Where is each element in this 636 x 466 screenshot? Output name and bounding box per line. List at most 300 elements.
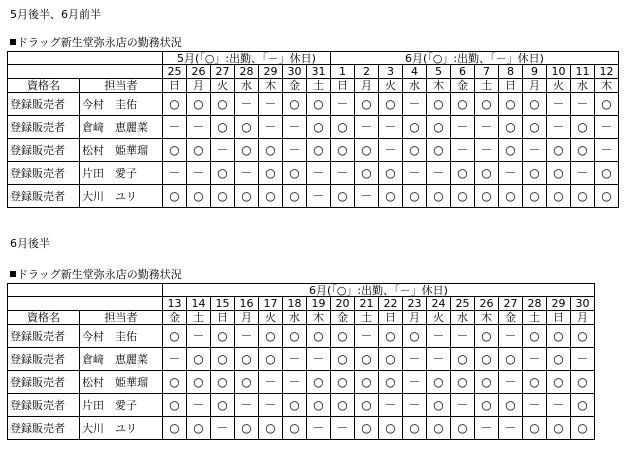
attendance-mark: ○ — [475, 93, 499, 116]
date-header: 6 — [451, 65, 475, 79]
attendance-mark: － — [547, 116, 571, 139]
staff-name-cell: 松村 姫華瑠 — [80, 371, 163, 394]
role-cell: 登録販売者 — [8, 417, 80, 440]
attendance-mark: ○ — [163, 185, 187, 208]
attendance-mark: ○ — [235, 417, 259, 440]
attendance-mark: ○ — [571, 185, 595, 208]
attendance-mark: ○ — [379, 348, 403, 371]
attendance-mark: ○ — [211, 185, 235, 208]
staff-name-cell: 松村 姫華瑠 — [80, 139, 163, 162]
date-header: 27 — [211, 65, 235, 79]
weekday-header: 水 — [451, 311, 475, 325]
attendance-mark: － — [283, 348, 307, 371]
shift-table-1 — [7, 51, 619, 208]
date-header: 15 — [211, 297, 235, 311]
attendance-mark: ○ — [163, 139, 187, 162]
date-header: 16 — [235, 297, 259, 311]
weekday-header: 土 — [187, 311, 211, 325]
date-header: 25 — [451, 297, 475, 311]
attendance-mark: ○ — [163, 93, 187, 116]
attendance-mark: ○ — [283, 417, 307, 440]
attendance-mark: ○ — [331, 139, 355, 162]
attendance-mark: ○ — [379, 371, 403, 394]
date-header: 17 — [259, 297, 283, 311]
attendance-mark: ○ — [571, 116, 595, 139]
date-header: 30 — [283, 65, 307, 79]
attendance-mark: ○ — [235, 139, 259, 162]
header-blank — [8, 297, 163, 311]
attendance-mark: － — [211, 417, 235, 440]
date-header: 9 — [523, 65, 547, 79]
attendance-mark: ○ — [259, 185, 283, 208]
attendance-mark: ○ — [547, 348, 571, 371]
attendance-mark: ○ — [283, 185, 307, 208]
attendance-mark: ○ — [211, 394, 235, 417]
attendance-mark: － — [475, 116, 499, 139]
attendance-mark: ○ — [331, 371, 355, 394]
attendance-mark: － — [283, 139, 307, 162]
attendance-mark: － — [355, 185, 379, 208]
weekday-header: 月 — [187, 79, 211, 93]
weekday-header: 日 — [499, 79, 523, 93]
attendance-mark: － — [163, 116, 187, 139]
weekday-header: 水 — [283, 311, 307, 325]
attendance-mark: － — [235, 162, 259, 185]
table-row — [8, 185, 619, 208]
attendance-mark: ○ — [163, 417, 187, 440]
attendance-mark: － — [259, 93, 283, 116]
attendance-mark: － — [355, 325, 379, 348]
staff-name-cell: 大川 ユリ — [80, 185, 163, 208]
attendance-mark: ○ — [379, 417, 403, 440]
attendance-mark: － — [331, 93, 355, 116]
attendance-mark: ○ — [355, 162, 379, 185]
attendance-mark: － — [379, 394, 403, 417]
attendance-mark: ○ — [523, 371, 547, 394]
attendance-mark: ○ — [259, 139, 283, 162]
attendance-mark: ○ — [451, 93, 475, 116]
attendance-mark: ○ — [571, 325, 595, 348]
attendance-mark: ○ — [595, 162, 619, 185]
attendance-mark: － — [403, 348, 427, 371]
table-row — [8, 139, 619, 162]
attendance-mark: ○ — [259, 162, 283, 185]
attendance-mark: ○ — [379, 93, 403, 116]
header-blank — [8, 65, 163, 79]
role-cell: 登録販売者 — [8, 93, 80, 116]
attendance-mark: － — [187, 162, 211, 185]
weekday-header: 金 — [451, 79, 475, 93]
staff-name-cell: 片田 愛子 — [80, 394, 163, 417]
attendance-mark: ○ — [427, 185, 451, 208]
attendance-mark: ○ — [163, 325, 187, 348]
attendance-mark: ○ — [379, 162, 403, 185]
table-row — [8, 394, 595, 417]
weekday-header: 土 — [307, 79, 331, 93]
attendance-mark: － — [307, 185, 331, 208]
weekday-header: 土 — [523, 311, 547, 325]
attendance-mark: ○ — [547, 185, 571, 208]
attendance-mark: － — [235, 93, 259, 116]
weekday-header: 火 — [211, 79, 235, 93]
attendance-mark: ○ — [187, 93, 211, 116]
attendance-mark: ○ — [523, 162, 547, 185]
attendance-mark: － — [523, 139, 547, 162]
date-header: 2 — [355, 65, 379, 79]
attendance-mark: ○ — [211, 371, 235, 394]
weekday-header: 木 — [259, 79, 283, 93]
weekday-header: 金 — [499, 311, 523, 325]
attendance-mark: ○ — [235, 116, 259, 139]
attendance-mark: ○ — [403, 139, 427, 162]
attendance-mark: － — [355, 116, 379, 139]
date-header: 4 — [403, 65, 427, 79]
attendance-mark: ○ — [547, 371, 571, 394]
header-blank — [8, 284, 163, 297]
attendance-mark: ○ — [547, 325, 571, 348]
attendance-mark: ○ — [307, 116, 331, 139]
attendance-mark: － — [307, 417, 331, 440]
attendance-mark: ○ — [451, 162, 475, 185]
attendance-mark: ○ — [283, 93, 307, 116]
attendance-mark: ○ — [187, 139, 211, 162]
role-cell: 登録販売者 — [8, 371, 80, 394]
attendance-mark: ○ — [451, 185, 475, 208]
attendance-mark: ○ — [475, 348, 499, 371]
role-cell: 登録販売者 — [8, 116, 80, 139]
weekday-header: 火 — [379, 79, 403, 93]
date-header: 20 — [331, 297, 355, 311]
attendance-mark: － — [403, 162, 427, 185]
table-row — [8, 371, 595, 394]
staff-name-cell: 倉﨑 恵麗菜 — [80, 116, 163, 139]
date-header: 1 — [331, 65, 355, 79]
role-cell: 登録販売者 — [8, 325, 80, 348]
weekday-header: 月 — [403, 311, 427, 325]
bullet-square-icon — [10, 39, 16, 45]
attendance-mark: ○ — [331, 116, 355, 139]
attendance-mark: ○ — [235, 371, 259, 394]
staff-name-cell: 片田 愛子 — [80, 162, 163, 185]
attendance-mark: － — [595, 116, 619, 139]
attendance-mark: ○ — [427, 139, 451, 162]
date-header: 21 — [355, 297, 379, 311]
attendance-mark: － — [571, 348, 595, 371]
attendance-mark: － — [499, 371, 523, 394]
table-row — [8, 325, 595, 348]
attendance-mark: ○ — [403, 116, 427, 139]
attendance-mark: － — [283, 371, 307, 394]
role-cell: 登録販売者 — [8, 185, 80, 208]
attendance-mark: － — [547, 93, 571, 116]
month-header: 6月(「○」:出勤、「－」休日) — [163, 284, 595, 297]
attendance-mark: ○ — [187, 371, 211, 394]
attendance-mark: － — [187, 394, 211, 417]
date-header: 8 — [499, 65, 523, 79]
attendance-mark: ○ — [355, 348, 379, 371]
attendance-mark: － — [571, 93, 595, 116]
weekday-header: 水 — [235, 79, 259, 93]
weekday-header: 土 — [475, 79, 499, 93]
attendance-mark: ○ — [163, 394, 187, 417]
role-cell: 登録販売者 — [8, 348, 80, 371]
role-column-header: 資格名 — [8, 311, 80, 325]
weekday-header: 日 — [547, 311, 571, 325]
table-row — [8, 116, 619, 139]
attendance-mark: ○ — [307, 371, 331, 394]
attendance-mark: － — [547, 394, 571, 417]
attendance-mark: ○ — [451, 371, 475, 394]
attendance-mark: － — [571, 162, 595, 185]
staff-name-cell: 今村 圭佑 — [80, 93, 163, 116]
staff-name-cell: 大川 ユリ — [80, 417, 163, 440]
section-heading-2: 6月後半 — [10, 237, 50, 250]
date-header: 25 — [163, 65, 187, 79]
attendance-mark: ○ — [595, 185, 619, 208]
attendance-mark: － — [187, 325, 211, 348]
attendance-mark: － — [163, 348, 187, 371]
date-header: 29 — [547, 297, 571, 311]
attendance-mark: － — [499, 417, 523, 440]
attendance-mark: ○ — [187, 348, 211, 371]
attendance-mark: ○ — [379, 185, 403, 208]
attendance-mark: ○ — [499, 116, 523, 139]
attendance-mark: ○ — [523, 185, 547, 208]
attendance-mark: ○ — [403, 417, 427, 440]
staff-column-header: 担当者 — [80, 79, 163, 93]
section-heading-1: 5月後半、6月前半 — [10, 8, 101, 21]
date-header: 26 — [187, 65, 211, 79]
attendance-mark: － — [259, 371, 283, 394]
date-header: 28 — [235, 65, 259, 79]
attendance-mark: ○ — [355, 394, 379, 417]
attendance-mark: － — [379, 116, 403, 139]
weekday-header: 火 — [259, 311, 283, 325]
date-header: 14 — [187, 297, 211, 311]
attendance-mark: － — [235, 325, 259, 348]
weekday-header: 木 — [595, 79, 619, 93]
attendance-mark: ○ — [571, 139, 595, 162]
attendance-mark: － — [427, 325, 451, 348]
attendance-mark: － — [451, 116, 475, 139]
table-title-1 — [10, 36, 182, 49]
attendance-mark: ○ — [427, 371, 451, 394]
attendance-mark: ○ — [235, 348, 259, 371]
date-header: 5 — [427, 65, 451, 79]
date-header: 12 — [595, 65, 619, 79]
weekday-header: 金 — [331, 311, 355, 325]
weekday-header: 日 — [211, 311, 235, 325]
attendance-mark: － — [307, 348, 331, 371]
attendance-mark: － — [259, 116, 283, 139]
attendance-mark: ○ — [211, 162, 235, 185]
attendance-mark: ○ — [475, 394, 499, 417]
attendance-mark: ○ — [427, 394, 451, 417]
attendance-mark: ○ — [499, 348, 523, 371]
attendance-mark: ○ — [211, 325, 235, 348]
attendance-mark: ○ — [451, 348, 475, 371]
bullet-square-icon — [10, 271, 16, 277]
weekday-header: 日 — [163, 79, 187, 93]
attendance-mark: ○ — [523, 325, 547, 348]
weekday-header: 木 — [475, 311, 499, 325]
attendance-mark: ○ — [475, 325, 499, 348]
attendance-mark: － — [403, 394, 427, 417]
attendance-mark: ○ — [499, 139, 523, 162]
attendance-mark: ○ — [355, 371, 379, 394]
attendance-mark: ○ — [571, 394, 595, 417]
attendance-mark: ○ — [211, 116, 235, 139]
attendance-mark: － — [163, 162, 187, 185]
weekday-header: 木 — [307, 311, 331, 325]
attendance-mark: ○ — [379, 325, 403, 348]
attendance-mark: ○ — [307, 325, 331, 348]
attendance-mark: ○ — [403, 325, 427, 348]
attendance-mark: ○ — [523, 417, 547, 440]
attendance-mark: ○ — [595, 93, 619, 116]
attendance-mark: ○ — [187, 185, 211, 208]
date-header: 24 — [427, 297, 451, 311]
attendance-mark: － — [523, 348, 547, 371]
weekday-header: 土 — [355, 311, 379, 325]
attendance-mark: ○ — [547, 139, 571, 162]
weekday-header: 水 — [403, 79, 427, 93]
weekday-header: 火 — [427, 311, 451, 325]
attendance-mark: ○ — [187, 417, 211, 440]
attendance-mark: ○ — [163, 371, 187, 394]
weekday-header: 日 — [331, 79, 355, 93]
attendance-mark: ○ — [307, 394, 331, 417]
attendance-mark: ○ — [571, 417, 595, 440]
date-header: 30 — [571, 297, 595, 311]
role-cell: 登録販売者 — [8, 139, 80, 162]
weekday-header: 日 — [379, 311, 403, 325]
role-cell: 登録販売者 — [8, 162, 80, 185]
attendance-mark: ○ — [499, 394, 523, 417]
date-header: 10 — [547, 65, 571, 79]
month-header: 6月(「○」:出勤、「－」休日) — [331, 52, 619, 65]
table-row — [8, 93, 619, 116]
weekday-header: 月 — [523, 79, 547, 93]
attendance-mark: ○ — [547, 162, 571, 185]
staff-name-cell: 今村 圭佑 — [80, 325, 163, 348]
attendance-mark: － — [283, 116, 307, 139]
attendance-mark: ○ — [403, 185, 427, 208]
attendance-mark: ○ — [547, 417, 571, 440]
date-header: 27 — [499, 297, 523, 311]
attendance-mark: － — [307, 162, 331, 185]
attendance-mark: ○ — [331, 325, 355, 348]
table-title-2 — [10, 268, 182, 281]
attendance-mark: ○ — [259, 348, 283, 371]
attendance-mark: ○ — [355, 417, 379, 440]
attendance-mark: ○ — [331, 348, 355, 371]
table-row — [8, 417, 595, 440]
attendance-mark: ○ — [523, 116, 547, 139]
attendance-mark: ○ — [499, 185, 523, 208]
date-header: 7 — [475, 65, 499, 79]
attendance-mark: － — [259, 394, 283, 417]
date-header: 28 — [523, 297, 547, 311]
attendance-mark: － — [523, 394, 547, 417]
attendance-mark: － — [427, 162, 451, 185]
attendance-mark: ○ — [475, 185, 499, 208]
attendance-mark: ○ — [259, 325, 283, 348]
date-header: 13 — [163, 297, 187, 311]
header-blank — [8, 52, 163, 65]
attendance-mark: ○ — [283, 162, 307, 185]
attendance-mark: ○ — [331, 185, 355, 208]
attendance-mark: ○ — [523, 93, 547, 116]
attendance-mark: ○ — [307, 93, 331, 116]
attendance-mark: － — [595, 139, 619, 162]
date-header: 26 — [475, 297, 499, 311]
staff-name-cell: 倉﨑 恵麗菜 — [80, 348, 163, 371]
date-header: 11 — [571, 65, 595, 79]
attendance-mark: － — [499, 162, 523, 185]
attendance-mark: － — [427, 348, 451, 371]
attendance-mark: － — [451, 394, 475, 417]
attendance-mark: － — [499, 325, 523, 348]
attendance-mark: － — [331, 417, 355, 440]
attendance-mark: ○ — [259, 417, 283, 440]
weekday-header: 水 — [571, 79, 595, 93]
attendance-mark: － — [211, 139, 235, 162]
attendance-mark: ○ — [283, 394, 307, 417]
weekday-header: 月 — [355, 79, 379, 93]
date-header: 3 — [379, 65, 403, 79]
attendance-mark: ○ — [331, 394, 355, 417]
attendance-mark: － — [331, 162, 355, 185]
table-title-text: ドラッグ新生堂弥永店の勤務状況 — [17, 36, 182, 49]
attendance-mark: － — [475, 139, 499, 162]
attendance-mark: ○ — [355, 139, 379, 162]
table-title-text: ドラッグ新生堂弥永店の勤務状況 — [17, 268, 182, 281]
date-header: 18 — [283, 297, 307, 311]
weekday-header: 木 — [427, 79, 451, 93]
attendance-mark: ○ — [427, 116, 451, 139]
weekday-header: 月 — [235, 311, 259, 325]
attendance-mark: － — [187, 116, 211, 139]
date-header: 22 — [379, 297, 403, 311]
month-header: 5月(「○」:出勤、「－」休日) — [163, 52, 331, 65]
weekday-header: 月 — [571, 311, 595, 325]
attendance-mark: － — [379, 139, 403, 162]
attendance-mark: － — [235, 394, 259, 417]
attendance-mark: ○ — [211, 348, 235, 371]
date-header: 31 — [307, 65, 331, 79]
attendance-mark: ○ — [211, 93, 235, 116]
table-row — [8, 348, 595, 371]
attendance-mark: ○ — [475, 162, 499, 185]
weekday-header: 火 — [547, 79, 571, 93]
attendance-mark: ○ — [283, 325, 307, 348]
attendance-mark: ○ — [427, 93, 451, 116]
shift-table-2 — [7, 283, 595, 440]
attendance-mark: ○ — [355, 93, 379, 116]
attendance-mark: － — [451, 325, 475, 348]
table-row — [8, 162, 619, 185]
attendance-mark: － — [451, 139, 475, 162]
attendance-mark: ○ — [571, 371, 595, 394]
attendance-mark: ○ — [499, 93, 523, 116]
role-cell: 登録販売者 — [8, 394, 80, 417]
date-header: 29 — [259, 65, 283, 79]
weekday-header: 金 — [283, 79, 307, 93]
attendance-mark: ○ — [235, 185, 259, 208]
attendance-mark: － — [475, 417, 499, 440]
date-header: 19 — [307, 297, 331, 311]
